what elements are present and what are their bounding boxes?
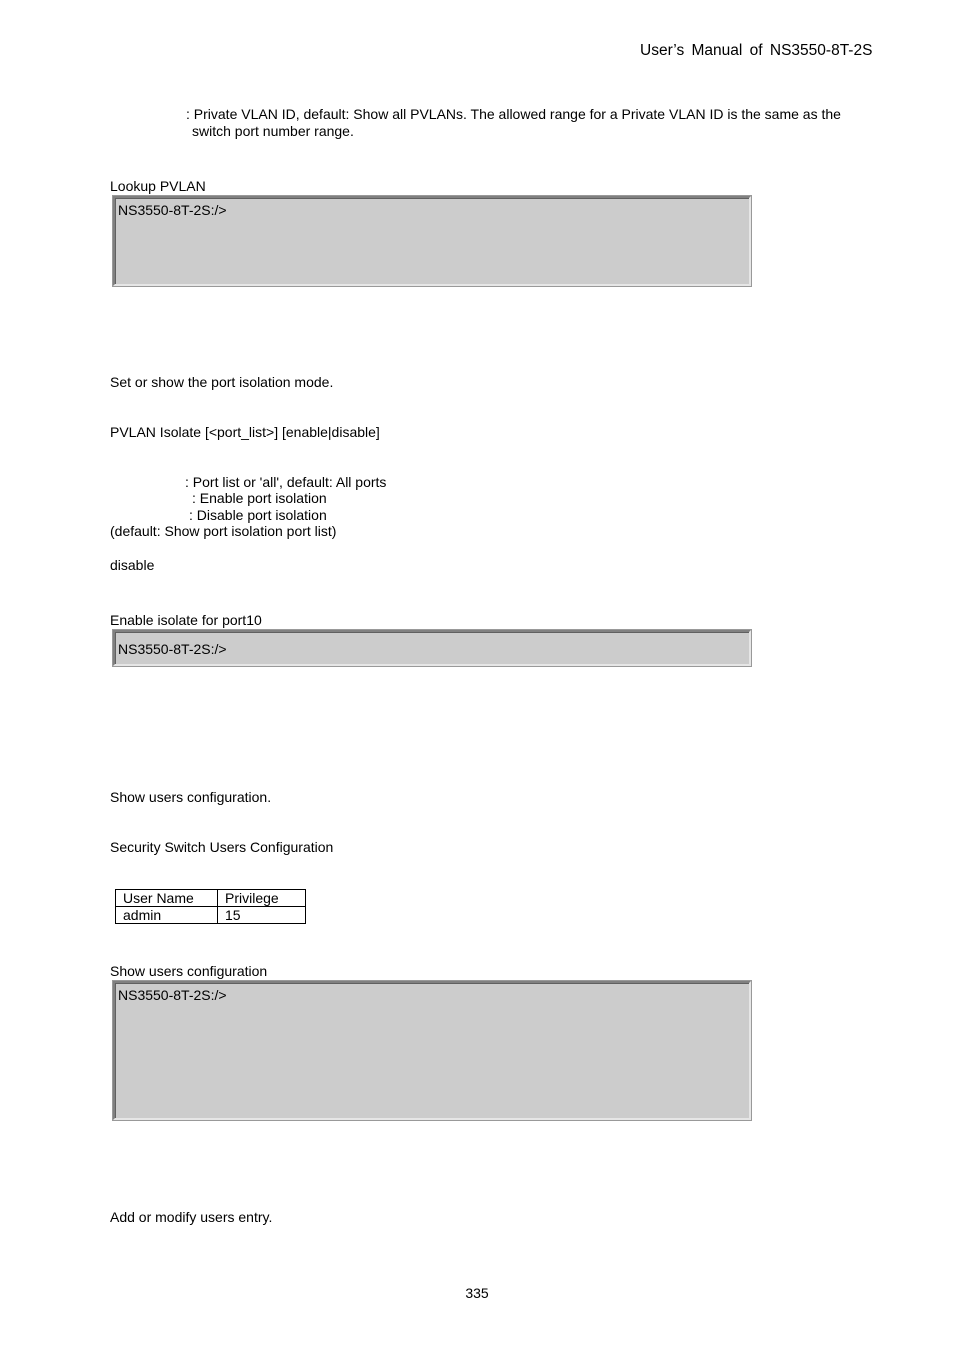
table-cell: admin bbox=[116, 907, 218, 924]
users-table bbox=[115, 889, 306, 924]
console-isolate bbox=[113, 630, 751, 666]
example-caption-lookup-pvlan: Lookup PVLAN bbox=[110, 178, 206, 194]
table-row bbox=[116, 907, 306, 924]
users-add-description: Add or modify users entry. bbox=[110, 1209, 273, 1225]
console-prompt: NS3550-8T-2S:/> bbox=[118, 987, 227, 1003]
example-caption-users: Show users configuration bbox=[110, 963, 268, 979]
console-prompt: NS3550-8T-2S:/> bbox=[118, 202, 227, 218]
console-lookup-pvlan bbox=[113, 196, 751, 286]
example-caption-isolate: Enable isolate for port10 bbox=[110, 612, 262, 628]
page-number: 335 bbox=[465, 1285, 489, 1301]
isolate-syntax: PVLAN Isolate [<port_list>] [enable|disable] bbox=[110, 424, 380, 440]
pvlan-id-param-line1: : Private VLAN ID, default: Show all PVLANs. The allowed range for a Private VLAN ID is the same as the bbox=[186, 106, 841, 122]
isolate-description: Set or show the port isolation mode. bbox=[110, 374, 334, 390]
isolate-param-port-list: : Port list or 'all', default: All ports bbox=[185, 474, 387, 490]
table-header-cell: Privilege bbox=[218, 890, 306, 907]
table-header-row bbox=[116, 890, 306, 907]
users-description: Show users configuration. bbox=[110, 789, 272, 805]
pvlan-id-param-line2: switch port number range. bbox=[192, 123, 354, 139]
console-users bbox=[113, 981, 751, 1120]
isolate-default-value: disable bbox=[110, 557, 155, 573]
users-output-title: Security Switch Users Configuration bbox=[110, 839, 334, 855]
isolate-param-enable: : Enable port isolation bbox=[192, 490, 327, 506]
isolate-param-default: (default: Show port isolation port list) bbox=[110, 523, 337, 539]
console-prompt: NS3550-8T-2S:/> bbox=[118, 641, 227, 657]
table-cell: 15 bbox=[218, 907, 306, 924]
table-header-cell: User Name bbox=[116, 890, 218, 907]
page-header: User’s Manual of NS3550-8T-2S bbox=[640, 42, 873, 59]
isolate-param-disable: : Disable port isolation bbox=[189, 507, 327, 523]
